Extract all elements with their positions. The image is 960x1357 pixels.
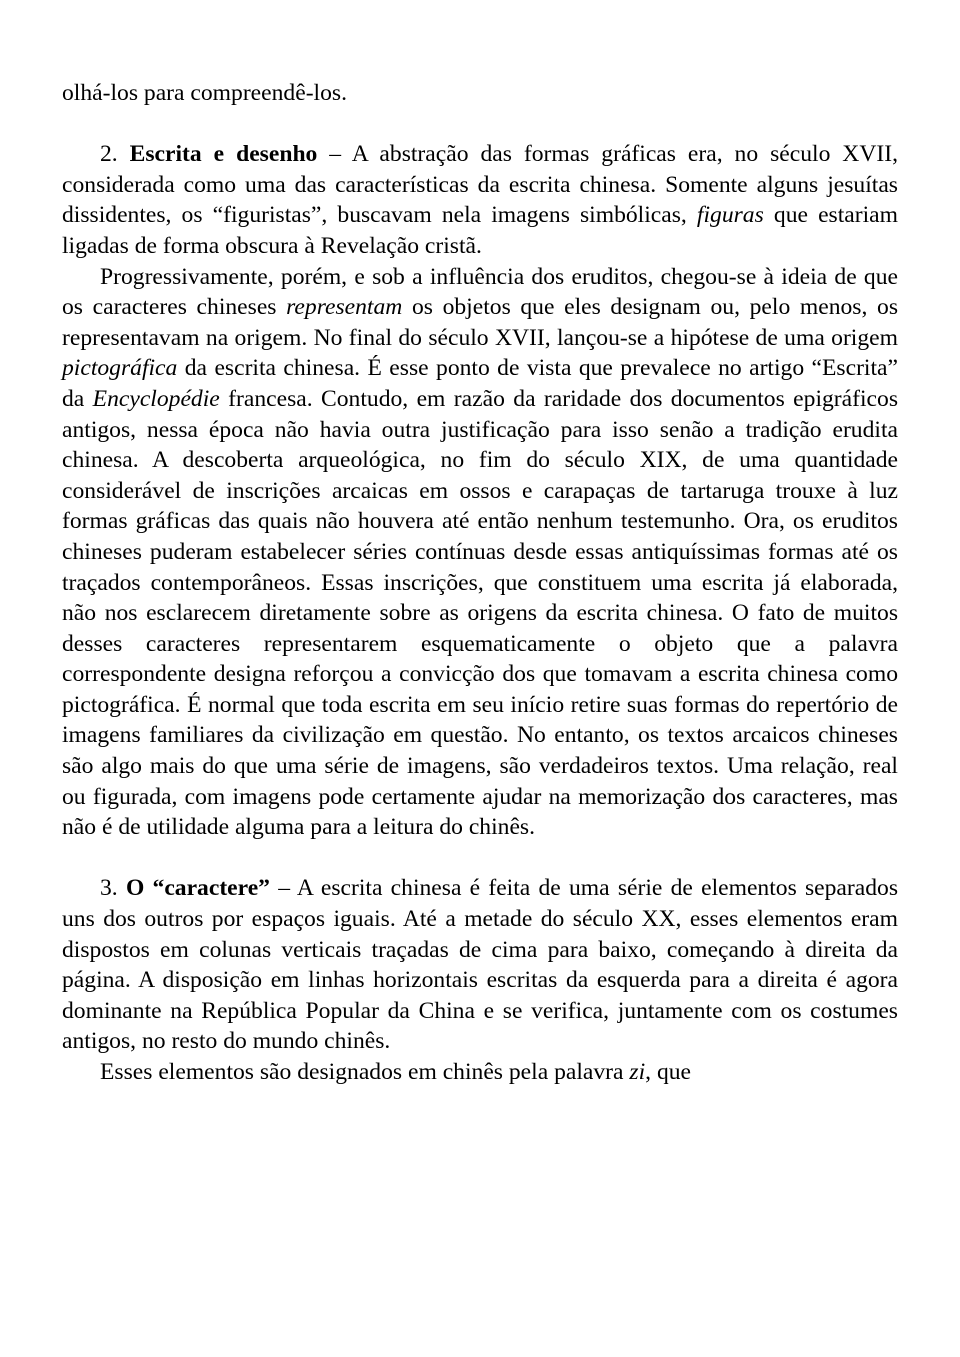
section-2-emphasis-figuras: figuras — [696, 202, 764, 229]
emphasis-encyclopedie: Encyclopédie — [92, 385, 220, 412]
document-text-column — [62, 78, 898, 1088]
section-3-text: A escrita chinesa é feita de uma série de elementos separados uns dos outros por espaços iguais. Até a metade do século XX, esses elementos eram dispostos em colunas verticais traçadas de cima para baixo, começando à direita da página. A disposição em linhas horizontais escritas da esquerda para a direita é agora dominante na República Popular da China e se verifica, juntamente com os costumes antigos, no resto do mundo chinês. — [62, 875, 899, 1055]
section-2-text: A abstração das formas gráficas era, no século XVII, considerada como uma das características da escrita chinesa. Somente alguns jesuítas dissidentes, os “figuristas”, buscavam nela imagens simbólicas, — [62, 141, 898, 229]
paragraph-progressivamente-t3: da escrita chinesa. É esse ponto de vista que prevalece no artigo “Escrita” da — [62, 355, 898, 412]
section-2-dash: – — [317, 141, 352, 168]
section-3-heading: O “caractere” — [125, 875, 270, 902]
section-3-number: 3. — [100, 875, 126, 902]
paragraph-progressivamente-t4: francesa. Contudo, em razão da raridade dos documentos epigráficos antigos, nessa época não havia outra justificação para isso senão a tradição erudita chinesa. A descoberta arqueológica, no fim do século XIX, de uma quantidade considerável de inscrições arcaicas em ossos e carapaças de tartaruga trouxe à luz formas gráficas das quais não houvera até então nenhum testemunho. Ora, os eruditos chineses puderam estabelecer séries contínuas desde essas antiquíssimas formas até os traçados contemporâneos. Essas inscrições, que constituem uma escrita já elaborada, não nos esclarecem diretamente sobre as origens da escrita chinesa. O fato de muitos desses caracteres representarem esquematicamente o objeto que a palavra correspondente designa reforçou a convicção dos que tomavam a escrita chinesa como pictográfica. É normal que toda escrita em seu início retire suas formas do repertório de imagens familiares da civilização em questão. No entanto, os textos arcaicos chineses são algo mais do que uma série de imagens, são verdadeiros textos. Uma relação, real ou figurada, com imagens pode certamente ajudar na memorização dos caracteres, mas não é de utilidade alguma para a leitura do chinês. — [62, 385, 898, 841]
paragraph-progressivamente-t2: os objetos que eles designam ou, pelo menos, os representavam na origem. No final do século XVII, lançou-se a hipótese de uma origem — [62, 294, 898, 351]
section-spacer-before-section-2 — [62, 109, 898, 140]
section-2-number: 2. — [100, 141, 130, 168]
section-2-heading: Escrita e desenho — [129, 141, 318, 168]
section-3-dash: – — [269, 875, 297, 902]
section-2-text-2: que estariam ligadas de forma obscura à Revelação cristã. — [62, 202, 898, 259]
paragraph-progressivamente — [62, 262, 898, 843]
paragraph-esses-elementos-t2: , que — [645, 1059, 692, 1085]
emphasis-pictografica: pictográfica — [62, 355, 178, 382]
paragraph-esses-elementos-t1: Esses elementos são designados em chinês pela palavra — [100, 1059, 630, 1085]
paragraph-esses-elementos — [62, 1057, 898, 1088]
emphasis-zi: zi — [629, 1059, 646, 1085]
emphasis-representam: representam — [286, 294, 403, 321]
section-spacer-before-section-3 — [62, 843, 898, 874]
paragraph-progressivamente-t1: Progressivamente, porém, e sob a influência dos eruditos, chegou-se à ideia de que os caracteres chineses — [62, 263, 898, 321]
section-3-paragraph — [62, 873, 898, 1057]
paragraph-carryover: olhá-los para compreendê-los. — [62, 80, 347, 106]
section-2-paragraph — [62, 139, 898, 261]
